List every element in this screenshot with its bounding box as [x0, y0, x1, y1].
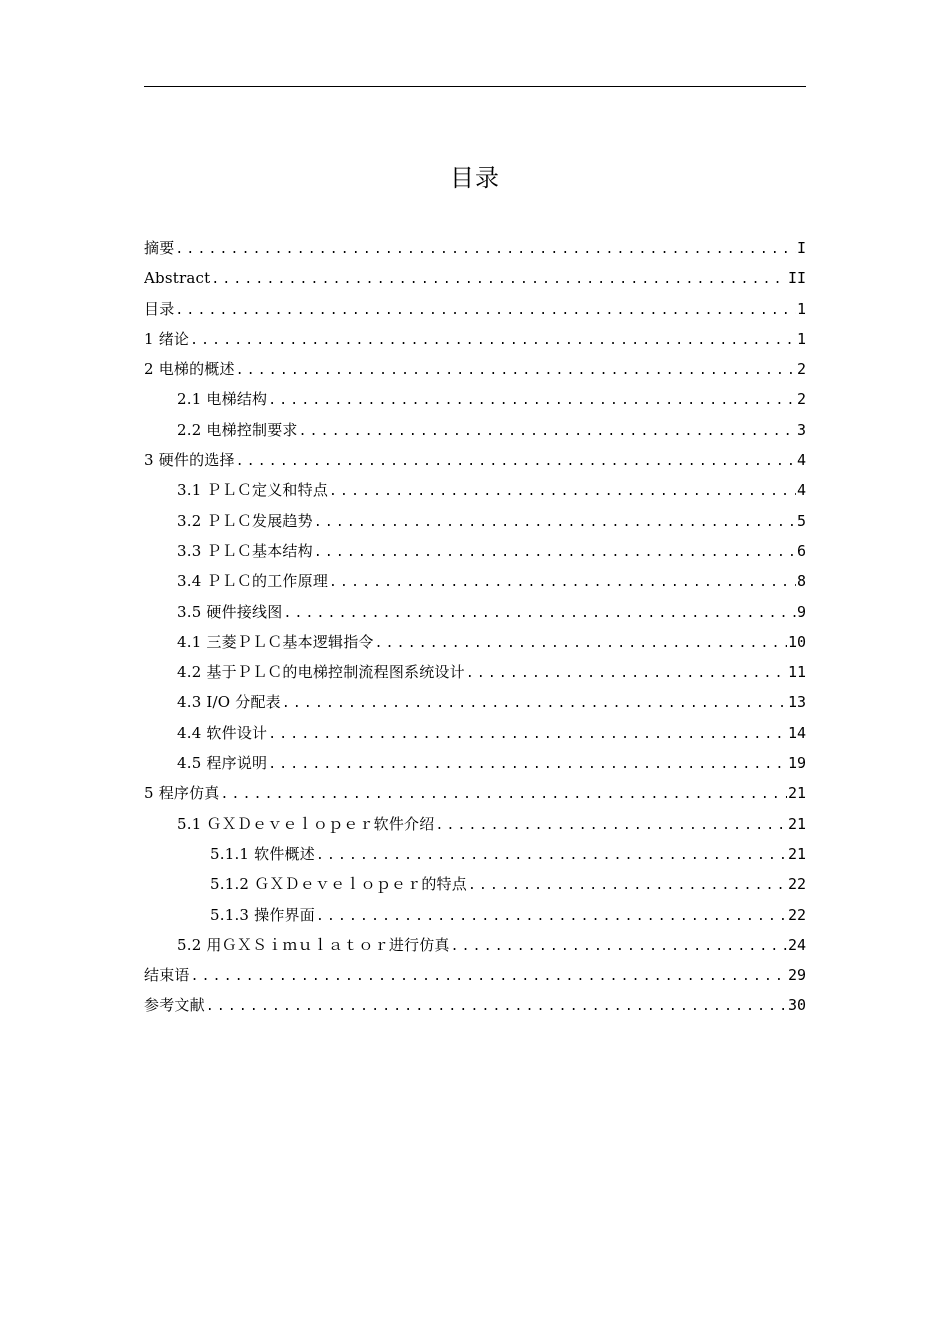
toc-entry-page: 8: [796, 572, 806, 591]
toc-entry-label: 5.1.2 ＧＸＤｅｖｅｌｏｐｅｒ的特点: [210, 875, 467, 894]
toc-entry-label: 5.1.3 操作界面: [210, 905, 315, 924]
toc-entry-label: 结束语: [144, 966, 190, 985]
toc-dot-leader: [206, 992, 787, 1020]
toc-entry-label: 5.2 用ＧＸＳｉｍｕｌａｔｏｒ进行仿真: [177, 935, 450, 954]
toc-entry-label: 5 程序仿真: [144, 784, 220, 803]
toc-entry[interactable]: [144, 657, 806, 687]
toc-entry-page: 22: [787, 875, 806, 894]
toc-entry-label: 1 绪论: [144, 329, 190, 348]
toc-entry[interactable]: [144, 778, 806, 808]
toc-entry[interactable]: [144, 900, 806, 930]
toc-dot-leader: [236, 447, 796, 475]
toc-dot-leader: [236, 356, 796, 384]
toc-entry-label: 目录: [144, 299, 175, 318]
toc-entry[interactable]: [144, 536, 806, 566]
toc-dot-leader: [314, 508, 796, 536]
toc-entry-label: 2.2 电梯控制要求: [177, 420, 298, 439]
toc-entry-page: 1: [796, 299, 806, 318]
toc-entry[interactable]: [144, 324, 806, 354]
toc-entry[interactable]: [144, 233, 806, 263]
toc-dot-leader: [175, 296, 796, 324]
toc-entry-page: 1: [796, 329, 806, 348]
toc-entry[interactable]: [144, 445, 806, 475]
toc-entry-page: 2: [796, 390, 806, 409]
toc-entry-page: 22: [787, 905, 806, 924]
toc-entry-label: 参考文献: [144, 996, 205, 1015]
toc-entry[interactable]: [144, 263, 806, 293]
toc-dot-leader: [268, 720, 787, 748]
toc-dot-leader: [190, 326, 796, 354]
toc-dot-leader: [316, 841, 787, 869]
page-title: 目录: [450, 164, 500, 192]
toc-entry-page: 6: [796, 541, 806, 560]
toc-entry[interactable]: [144, 960, 806, 990]
toc-entry[interactable]: [144, 748, 806, 778]
toc-dot-leader: [268, 386, 796, 414]
toc-entry-label: Abstract: [144, 269, 211, 288]
toc-dot-leader: [329, 477, 796, 505]
toc-entry[interactable]: [144, 415, 806, 445]
toc-entry-page: I: [796, 239, 806, 257]
toc-entry-page: 30: [787, 996, 806, 1015]
toc-entry-label: 3.3 ＰＬＣ基本结构: [177, 541, 313, 560]
toc-entry-page: 5: [796, 511, 806, 530]
toc-entry-page: 3: [796, 420, 806, 439]
toc-entry[interactable]: [144, 354, 806, 384]
toc-entry[interactable]: [144, 930, 806, 960]
toc-entry[interactable]: [144, 294, 806, 324]
toc-dot-leader: [375, 629, 787, 657]
toc-dot-leader: [268, 750, 787, 778]
toc-entry-label: 5.1.1 软件概述: [210, 844, 315, 863]
toc-entry-label: 4.3 I/O 分配表: [177, 693, 281, 712]
toc-entry-page: 9: [796, 602, 806, 621]
toc-entry-label: 4.2 基于ＰＬＣ的电梯控制流程图系统设计: [177, 663, 465, 682]
toc-entry[interactable]: [144, 718, 806, 748]
toc-entry-page: II: [787, 269, 806, 288]
toc-entry[interactable]: [144, 384, 806, 414]
toc-dot-leader: [191, 962, 787, 990]
header-rule: [144, 86, 806, 87]
toc-list: [144, 233, 806, 1021]
toc-dot-leader: [283, 599, 796, 627]
toc-entry[interactable]: [144, 809, 806, 839]
toc-entry-label: 4.5 程序说明: [177, 754, 268, 773]
toc-entry-page: 11: [787, 663, 806, 682]
toc-entry-label: 5.1 ＧＸＤｅｖｅｌｏｐｅｒ软件介绍: [177, 814, 435, 833]
toc-entry-page: 21: [787, 844, 806, 863]
toc-entry-label: 摘要: [144, 239, 175, 257]
toc-entry-label: 3.1 ＰＬＣ定义和特点: [177, 481, 329, 500]
toc-entry-label: 4.1 三菱ＰＬＣ基本逻辑指令: [177, 632, 374, 651]
toc-entry-page: 2: [796, 360, 806, 379]
toc-entry-label: 2 电梯的概述: [144, 360, 235, 379]
toc-entry-page: 29: [787, 966, 806, 985]
toc-entry-page: 4: [796, 481, 806, 500]
toc-entry-label: 3.5 硬件接线图: [177, 602, 283, 621]
toc-entry[interactable]: [144, 627, 806, 657]
toc-dot-leader: [451, 932, 787, 960]
toc-dot-leader: [221, 780, 787, 808]
toc-entry[interactable]: [144, 475, 806, 505]
toc-entry-label: 3 硬件的选择: [144, 451, 235, 470]
toc-entry-page: 13: [787, 693, 806, 712]
toc-entry-page: 24: [787, 935, 806, 954]
toc-entry-page: 21: [787, 784, 806, 803]
toc-dot-leader: [468, 871, 787, 899]
toc-entry-page: 19: [787, 754, 806, 773]
toc-entry-label: 4.4 软件设计: [177, 723, 268, 742]
toc-entry[interactable]: [144, 990, 806, 1020]
toc-dot-leader: [175, 235, 796, 263]
toc-entry-page: 14: [787, 723, 806, 742]
toc-entry-page: 4: [796, 451, 806, 470]
toc-entry[interactable]: [144, 687, 806, 717]
toc-entry[interactable]: [144, 566, 806, 596]
toc-dot-leader: [211, 265, 787, 293]
toc-entry[interactable]: [144, 597, 806, 627]
toc-entry-label: 3.4 ＰＬＣ的工作原理: [177, 572, 329, 591]
toc-entry[interactable]: [144, 839, 806, 869]
toc-dot-leader: [314, 538, 796, 566]
toc-entry-label: 2.1 电梯结构: [177, 390, 268, 409]
toc-entry-page: 10: [787, 632, 806, 651]
toc-dot-leader: [282, 689, 787, 717]
toc-dot-leader: [329, 568, 796, 596]
toc-entry-page: 21: [787, 814, 806, 833]
toc-entry[interactable]: [144, 869, 806, 899]
toc-dot-leader: [466, 659, 787, 687]
toc-dot-leader: [435, 811, 787, 839]
toc-entry-label: 3.2 ＰＬＣ发展趋势: [177, 511, 313, 530]
toc-dot-leader: [299, 417, 796, 445]
toc-entry[interactable]: [144, 506, 806, 536]
toc-dot-leader: [316, 902, 787, 930]
